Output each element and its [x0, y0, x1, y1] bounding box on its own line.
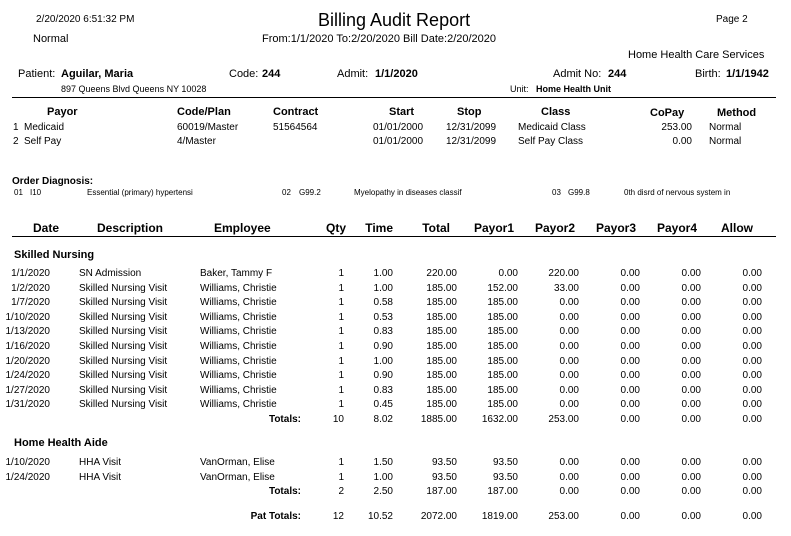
payor-class: Self Pay Class — [518, 136, 584, 147]
table-row — [0, 297, 791, 311]
cell-payor4: 0.00 — [681, 399, 701, 411]
col-description: Description — [97, 221, 164, 235]
cell-time: 2.50 — [373, 486, 393, 498]
cell-total: 185.00 — [426, 326, 457, 338]
payor-codeplan: 60019/Master — [177, 122, 239, 133]
cell-description: SN Admission — [79, 268, 142, 279]
payor-codeplan: 4/Master — [177, 136, 216, 147]
totals-label: Totals: — [268, 486, 301, 498]
table-row — [0, 326, 791, 340]
admit-date: 1/1/2020 — [375, 68, 418, 80]
cell-date: 1/27/2020 — [5, 384, 50, 396]
cell-employee: Williams, Christie — [200, 355, 277, 367]
totals-label: Pat Totals: — [250, 511, 301, 522]
payor-name: Self Pay — [24, 136, 62, 147]
cell-employee: Williams, Christie — [200, 311, 277, 323]
cell-qty: 12 — [332, 511, 344, 522]
cell-qty: 1 — [338, 268, 344, 279]
cell-payor4: 0.00 — [681, 297, 701, 309]
cell-description: Skilled Nursing Visit — [79, 384, 168, 396]
payor-method: Normal — [709, 122, 742, 133]
cell-allow: 0.00 — [742, 511, 762, 522]
cell-payor3: 0.00 — [620, 268, 640, 279]
cell-qty: 1 — [338, 297, 344, 309]
cell-date: 1/2/2020 — [11, 282, 50, 294]
cell-description: Skilled Nursing Visit — [79, 297, 168, 309]
cell-payor4: 0.00 — [681, 282, 701, 294]
cell-qty: 1 — [338, 341, 344, 352]
cell-total: 1885.00 — [420, 414, 457, 425]
cell-payor4: 0.00 — [681, 370, 701, 382]
cell-description: Skilled Nursing Visit — [79, 355, 168, 367]
cell-payor1: 185.00 — [487, 399, 518, 411]
col-payor2: Payor2 — [534, 221, 575, 235]
cell-date: 1/24/2020 — [5, 471, 50, 483]
cell-total: 185.00 — [426, 355, 457, 367]
cell-qty: 1 — [338, 370, 344, 382]
cell-payor3: 0.00 — [620, 399, 640, 411]
table-row — [0, 457, 791, 471]
cell-description: Skilled Nursing Visit — [79, 326, 168, 338]
cell-qty: 1 — [338, 326, 344, 338]
cell-employee: Williams, Christie — [200, 282, 277, 294]
cell-qty: 1 — [338, 282, 344, 294]
agency-name: Home Health Care Services — [628, 49, 765, 61]
cell-payor4: 0.00 — [681, 471, 701, 483]
cell-payor3: 0.00 — [620, 457, 640, 468]
cell-date: 1/10/2020 — [5, 457, 50, 468]
diagnosis-code: G99.2 — [299, 188, 321, 197]
cell-date: 1/1/2020 — [11, 268, 50, 279]
patient-code: 244 — [262, 68, 281, 80]
cell-total: 185.00 — [426, 399, 457, 411]
method-header: Method — [717, 107, 757, 119]
cell-qty: 1 — [338, 384, 344, 396]
cell-payor2: 253.00 — [548, 414, 579, 425]
cell-time: 1.00 — [373, 471, 393, 483]
cell-payor1: 93.50 — [492, 471, 518, 483]
diagnosis-code: I10 — [30, 188, 42, 197]
payor-num: 1 — [13, 122, 19, 133]
col-date: Date — [33, 221, 60, 235]
cell-allow: 0.00 — [742, 414, 762, 425]
header-underline — [12, 236, 776, 237]
cell-employee: Baker, Tammy F — [200, 268, 273, 279]
column-headers — [0, 221, 791, 235]
cell-payor3: 0.00 — [620, 414, 640, 425]
cell-payor4: 0.00 — [681, 341, 701, 352]
cell-total: 185.00 — [426, 282, 457, 294]
copay-header: CoPay — [650, 107, 685, 119]
payor-start: 01/01/2000 — [373, 136, 424, 147]
cell-total: 93.50 — [431, 457, 457, 468]
cell-employee: Williams, Christie — [200, 399, 277, 411]
cell-description: Skilled Nursing Visit — [79, 311, 168, 323]
cell-allow: 0.00 — [742, 384, 762, 396]
page-number: Page 2 — [716, 14, 748, 25]
cell-payor1: 152.00 — [487, 282, 518, 294]
payor-row — [0, 122, 791, 136]
report-date-range: From:1/1/2020 To:2/20/2020 Bill Date:2/20/2020 — [262, 33, 497, 45]
col-payor1: Payor1 — [473, 221, 514, 235]
cell-payor4: 0.00 — [681, 384, 701, 396]
table-row — [0, 385, 791, 399]
cell-payor2: 0.00 — [559, 384, 579, 396]
cell-time: 0.90 — [373, 341, 393, 352]
cell-payor3: 0.00 — [620, 384, 640, 396]
col-time: Time — [365, 221, 393, 235]
table-row — [0, 312, 791, 326]
cell-payor3: 0.00 — [620, 355, 640, 367]
payor-class: Medicaid Class — [518, 122, 586, 133]
cell-payor2: 0.00 — [559, 486, 579, 498]
cell-time: 0.53 — [373, 311, 393, 323]
cell-payor4: 0.00 — [681, 268, 701, 279]
payor-stop: 12/31/2099 — [446, 122, 497, 133]
cell-payor3: 0.00 — [620, 341, 640, 352]
cell-description: Skilled Nursing Visit — [79, 370, 168, 382]
cell-description: Skilled Nursing Visit — [79, 282, 168, 294]
cell-payor2: 0.00 — [559, 471, 579, 483]
cell-employee: Williams, Christie — [200, 326, 277, 338]
payor-method: Normal — [709, 136, 742, 147]
cell-payor3: 0.00 — [620, 326, 640, 338]
cell-payor2: 0.00 — [559, 399, 579, 411]
cell-payor4: 0.00 — [681, 311, 701, 323]
report-mode: Normal — [33, 33, 69, 45]
table-row — [0, 341, 791, 355]
patient-name: Aguilar, Maria — [61, 68, 134, 80]
cell-time: 1.50 — [373, 457, 393, 468]
cell-allow: 0.00 — [742, 399, 762, 411]
cell-time: 0.90 — [373, 370, 393, 382]
cell-total: 185.00 — [426, 297, 457, 309]
table-row — [0, 472, 791, 486]
cell-payor1: 93.50 — [492, 457, 518, 468]
cell-employee: VanOrman, Elise — [200, 471, 275, 483]
payor-stop: 12/31/2099 — [446, 136, 497, 147]
cell-payor1: 185.00 — [487, 355, 518, 367]
cell-date: 1/31/2020 — [5, 399, 50, 411]
cell-payor1: 0.00 — [498, 268, 518, 279]
col-employee: Employee — [214, 221, 271, 235]
report-datetime: 2/20/2020 6:51:32 PM — [36, 14, 135, 25]
report-title: Billing Audit Report — [318, 10, 471, 30]
col-total: Total — [422, 221, 450, 235]
cell-total: 185.00 — [426, 370, 457, 382]
cell-payor2: 0.00 — [559, 355, 579, 367]
stop-header: Stop — [457, 106, 482, 118]
cell-description: Skilled Nursing Visit — [79, 341, 168, 352]
col-payor3: Payor3 — [595, 221, 636, 235]
cell-time: 1.00 — [373, 355, 393, 367]
table-row — [0, 268, 791, 282]
start-header: Start — [389, 106, 415, 118]
diagnosis-desc: Myelopathy in diseases classif — [354, 188, 462, 197]
payor-contract: 51564564 — [273, 122, 318, 133]
codeplan-header: Code/Plan — [177, 106, 231, 118]
cell-payor2: 220.00 — [548, 268, 579, 279]
col-allow: Allow — [721, 221, 753, 235]
section-totals-row — [0, 414, 791, 428]
col-payor4: Payor4 — [656, 221, 697, 235]
cell-payor3: 0.00 — [620, 282, 640, 294]
col-qty: Qty — [325, 221, 346, 235]
cell-qty: 1 — [338, 311, 344, 323]
cell-payor2: 253.00 — [548, 511, 579, 522]
diagnosis-num: 01 — [14, 188, 23, 197]
cell-employee: VanOrman, Elise — [200, 457, 275, 468]
cell-qty: 10 — [332, 414, 344, 425]
cell-total: 220.00 — [426, 268, 457, 279]
contract-header: Contract — [273, 106, 319, 118]
cell-employee: Williams, Christie — [200, 297, 277, 309]
birth-date: 1/1/1942 — [726, 68, 769, 80]
cell-payor4: 0.00 — [681, 355, 701, 367]
cell-allow: 0.00 — [742, 268, 762, 279]
cell-description: HHA Visit — [79, 471, 122, 483]
code-label: Code: — [229, 68, 259, 80]
cell-qty: 2 — [338, 486, 344, 498]
payor-header: Payor — [47, 106, 78, 118]
cell-payor1: 185.00 — [487, 311, 518, 323]
cell-payor4: 0.00 — [681, 486, 701, 498]
section-title: Home Health Aide — [14, 437, 108, 449]
cell-payor3: 0.00 — [620, 370, 640, 382]
cell-time: 0.83 — [373, 326, 393, 338]
cell-payor4: 0.00 — [681, 457, 701, 468]
section-title: Skilled Nursing — [14, 249, 95, 261]
section-totals-row — [0, 486, 791, 500]
unit-label: Unit: — [510, 84, 529, 94]
cell-payor1: 185.00 — [487, 384, 518, 396]
cell-allow: 0.00 — [742, 297, 762, 309]
admit-number: 244 — [608, 68, 627, 80]
cell-total: 93.50 — [431, 471, 457, 483]
cell-total: 2072.00 — [420, 511, 457, 522]
cell-payor1: 185.00 — [487, 370, 518, 382]
cell-qty: 1 — [338, 399, 344, 411]
cell-time: 10.52 — [367, 511, 393, 522]
cell-payor3: 0.00 — [620, 297, 640, 309]
diagnosis-num: 02 — [282, 188, 291, 197]
cell-qty: 1 — [338, 457, 344, 468]
diagnosis-label: Order Diagnosis: — [12, 176, 94, 187]
cell-time: 1.00 — [373, 268, 393, 279]
cell-time: 0.83 — [373, 384, 393, 396]
cell-employee: Williams, Christie — [200, 341, 277, 352]
cell-payor2: 0.00 — [559, 341, 579, 352]
cell-payor4: 0.00 — [681, 511, 701, 522]
payor-name: Medicaid — [24, 122, 65, 133]
cell-qty: 1 — [338, 355, 344, 367]
cell-payor4: 0.00 — [681, 414, 701, 425]
cell-payor2: 33.00 — [553, 282, 579, 294]
cell-total: 185.00 — [426, 311, 457, 323]
cell-time: 1.00 — [373, 282, 393, 294]
payor-start: 01/01/2000 — [373, 122, 424, 133]
diagnosis-desc: 0th disrd of nervous system in — [624, 188, 731, 197]
cell-date: 1/10/2020 — [5, 311, 50, 323]
cell-payor3: 0.00 — [620, 471, 640, 483]
cell-date: 1/16/2020 — [5, 341, 50, 352]
cell-allow: 0.00 — [742, 311, 762, 323]
cell-total: 185.00 — [426, 384, 457, 396]
birth-label: Birth: — [695, 68, 721, 80]
cell-allow: 0.00 — [742, 282, 762, 294]
cell-allow: 0.00 — [742, 486, 762, 498]
unit-name: Home Health Unit — [536, 84, 612, 94]
table-row — [0, 283, 791, 297]
patient-address: 897 Queens Blvd Queens NY 10028 — [61, 84, 207, 94]
cell-payor1: 185.00 — [487, 326, 518, 338]
payor-copay: 0.00 — [672, 136, 692, 147]
cell-qty: 1 — [338, 471, 344, 483]
cell-payor2: 0.00 — [559, 457, 579, 468]
cell-employee: Williams, Christie — [200, 384, 277, 396]
cell-payor1: 185.00 — [487, 297, 518, 309]
payor-num: 2 — [13, 136, 19, 147]
cell-date: 1/24/2020 — [5, 370, 50, 382]
cell-description: HHA Visit — [79, 457, 122, 468]
diagnosis-code: G99.8 — [568, 188, 590, 197]
cell-payor1: 1819.00 — [481, 511, 518, 522]
diagnosis-num: 03 — [552, 188, 561, 197]
cell-payor3: 0.00 — [620, 511, 640, 522]
payor-copay: 253.00 — [661, 122, 692, 133]
cell-employee: Williams, Christie — [200, 370, 277, 382]
cell-payor3: 0.00 — [620, 486, 640, 498]
cell-payor2: 0.00 — [559, 311, 579, 323]
divider-line — [12, 97, 776, 98]
totals-label: Totals: — [268, 414, 301, 425]
cell-payor2: 0.00 — [559, 326, 579, 338]
patient-totals-row — [0, 511, 791, 525]
cell-allow: 0.00 — [742, 457, 762, 468]
table-row — [0, 356, 791, 370]
cell-description: Skilled Nursing Visit — [79, 399, 168, 411]
cell-payor4: 0.00 — [681, 326, 701, 338]
cell-payor1: 1632.00 — [481, 414, 518, 425]
cell-time: 0.58 — [373, 297, 393, 309]
payor-row — [0, 136, 791, 150]
cell-allow: 0.00 — [742, 355, 762, 367]
cell-date: 1/7/2020 — [11, 297, 50, 309]
cell-payor3: 0.00 — [620, 311, 640, 323]
cell-allow: 0.00 — [742, 370, 762, 382]
cell-time: 0.45 — [373, 399, 393, 411]
cell-payor1: 185.00 — [487, 341, 518, 352]
cell-allow: 0.00 — [742, 341, 762, 352]
cell-time: 8.02 — [373, 414, 393, 425]
admitno-label: Admit No: — [553, 68, 602, 80]
cell-date: 1/20/2020 — [5, 355, 50, 367]
cell-payor2: 0.00 — [559, 370, 579, 382]
admit-label: Admit: — [337, 68, 369, 80]
patient-label: Patient: — [18, 68, 56, 80]
class-header: Class — [541, 106, 571, 118]
cell-payor1: 187.00 — [487, 486, 518, 498]
cell-allow: 0.00 — [742, 326, 762, 338]
table-row — [0, 399, 791, 413]
table-row — [0, 370, 791, 384]
cell-total: 187.00 — [426, 486, 457, 498]
cell-payor2: 0.00 — [559, 297, 579, 309]
cell-date: 1/13/2020 — [5, 326, 50, 338]
cell-allow: 0.00 — [742, 471, 762, 483]
cell-total: 185.00 — [426, 341, 457, 352]
diagnosis-desc: Essential (primary) hypertensi — [87, 188, 193, 197]
